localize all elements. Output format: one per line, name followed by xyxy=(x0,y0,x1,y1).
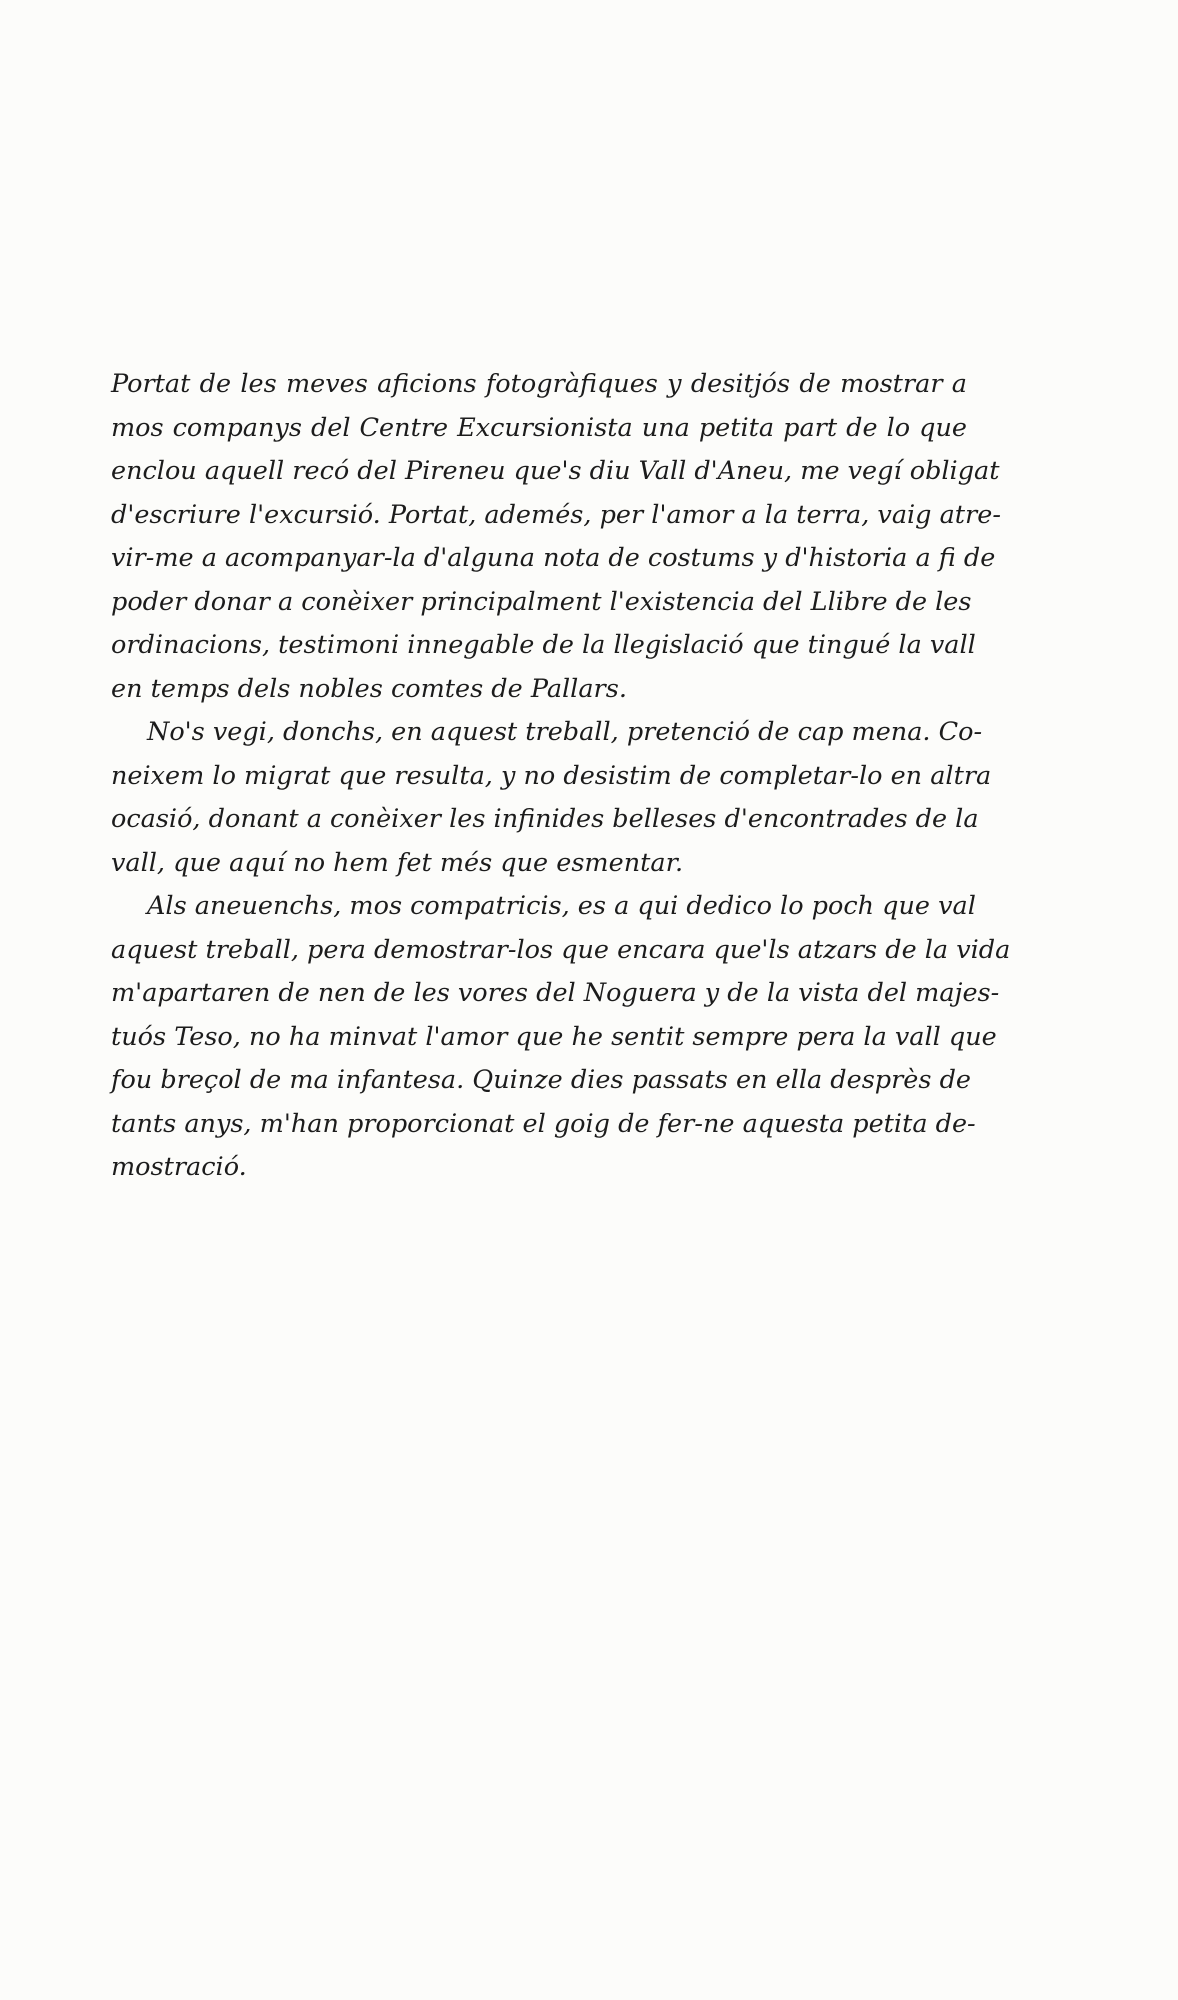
text-line: Als aneuenchs, mos compatricis, es a qui dedico lo poch que val xyxy=(147,891,976,921)
text-line: tuós Teso, no ha minvat l'amor que he sentit sempre pera la vall que xyxy=(111,1021,997,1052)
text-body xyxy=(111,363,1011,1190)
text-line: mos companys del Centre Excursionista una petita part de lo que xyxy=(111,412,967,443)
text-line: d'escriure l'excursió. Portat, ademés, per l'amor a la terra, vaig atre- xyxy=(111,499,1001,530)
text-line: ocasió, donant a conèixer les infinides belleses d'encontrades de la xyxy=(111,804,979,834)
text-line: m'apartaren de nen de les vores del Noguera y de la vista del majes- xyxy=(111,978,1000,1008)
text-line: vir-me a acompanyar-la d'alguna nota de costums y d'historia a fi de xyxy=(111,543,996,573)
paragraph-1 xyxy=(111,363,1001,711)
text-line: aquest treball, pera demostrar-los que encara que'ls atzars de la vida xyxy=(111,934,1011,965)
text-line: ordinacions, testimoni innegable de la llegislació que tingué la vall xyxy=(111,630,976,660)
text-line: enclou aquell recó del Pireneu que's diu Vall d'Aneu, me vegí obligat xyxy=(111,456,1000,486)
text-line: tants anys, m'han proporcionat el goig de fer-ne aquesta petita de- xyxy=(111,1108,976,1139)
paragraph-3 xyxy=(111,885,1011,1190)
text-line: mostració. xyxy=(111,1152,247,1182)
text-line: Portat de les meves aficions fotogràfiques y desitjós de mostrar a xyxy=(111,369,967,399)
paragraph-2 xyxy=(111,711,992,885)
text-line: en temps dels nobles comtes de Pallars. xyxy=(111,673,627,704)
text-line: neixem lo migrat que resulta, y no desistim de completar-lo en altra xyxy=(111,760,992,791)
text-line: fou breçol de ma infantesa. Quinze dies passats en ella desprès de xyxy=(111,1065,971,1095)
text-line: poder donar a conèixer principalment l'existencia del Llibre de les xyxy=(111,586,972,617)
text-line: vall, que aquí no hem fet més que esmentar. xyxy=(111,847,684,878)
text-line: No's vegi, donchs, en aquest treball, pretenció de cap mena. Co- xyxy=(147,717,983,747)
